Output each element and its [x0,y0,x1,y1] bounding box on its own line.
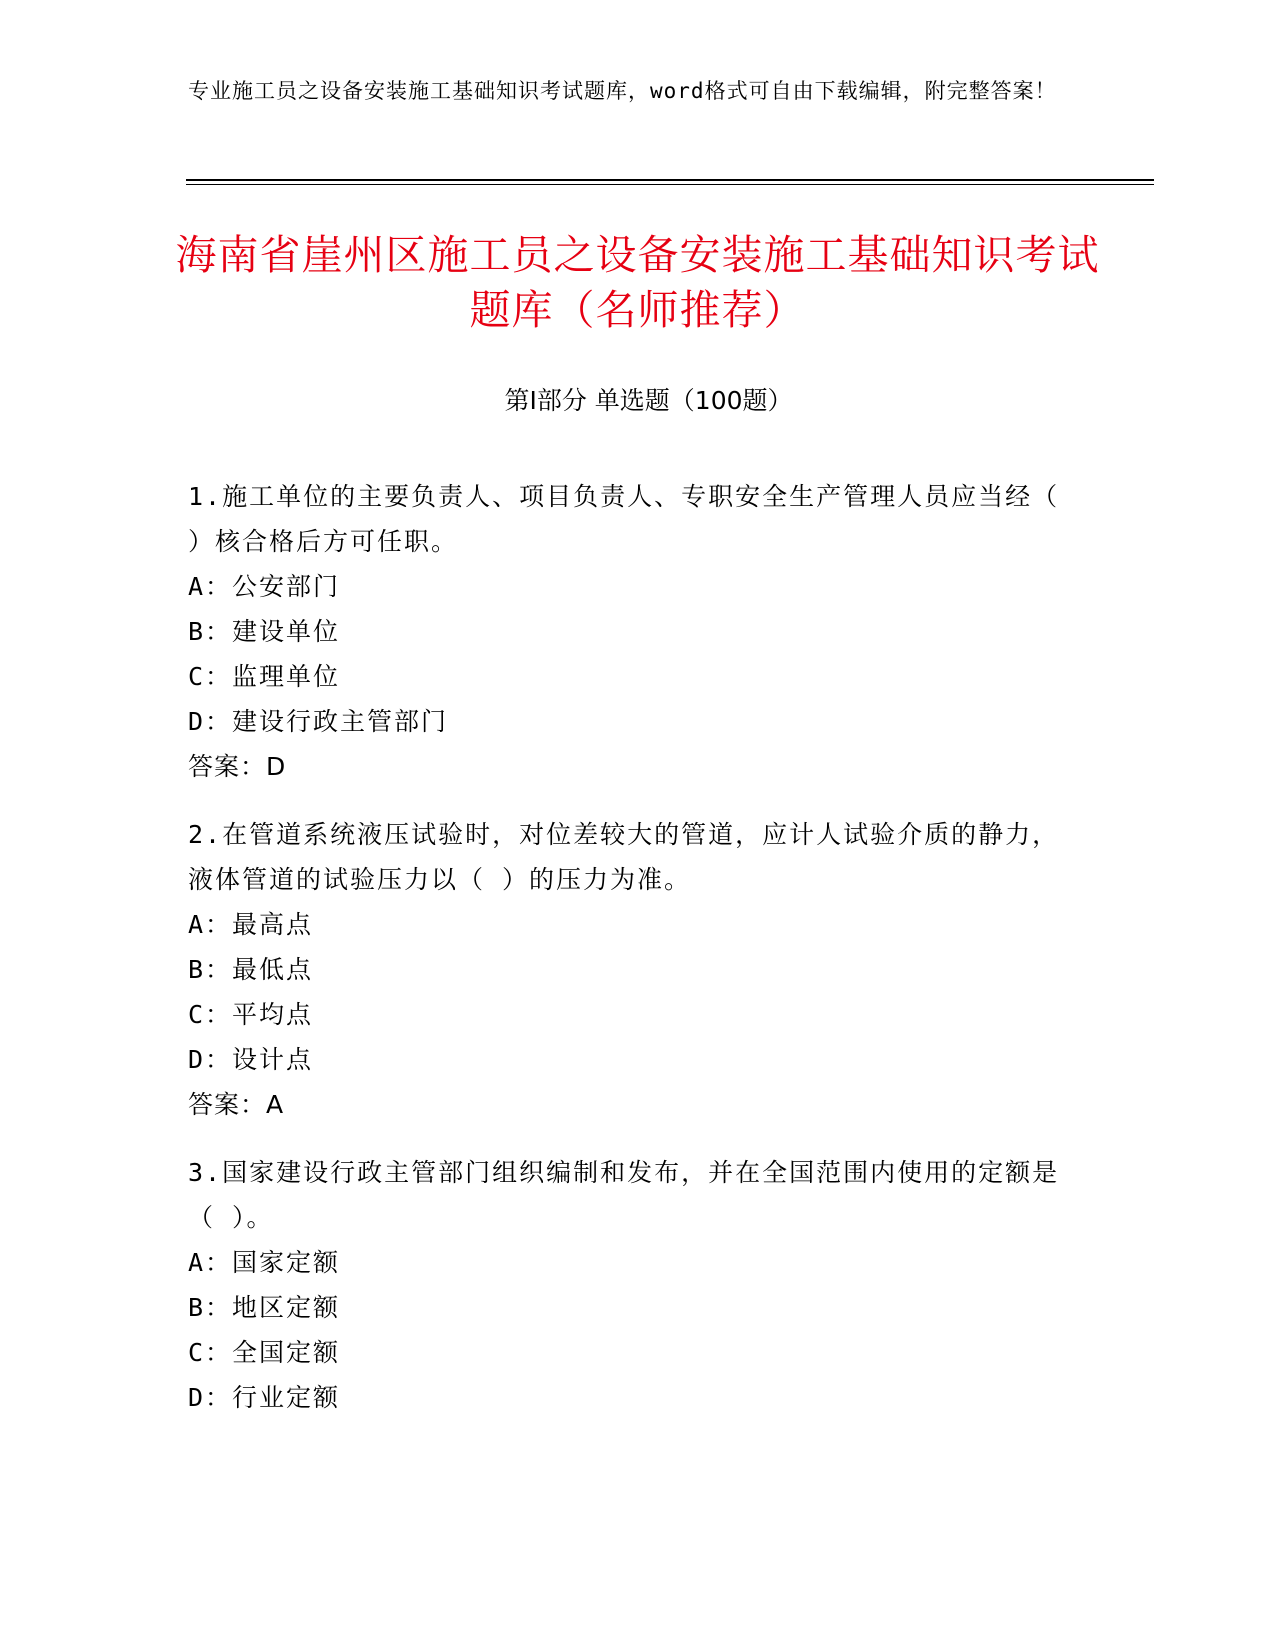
option-c: C：监理单位 [188,662,341,691]
question-list [188,474,1068,1443]
answer: 答案：A [188,1090,285,1119]
option-c: C：平均点 [188,1000,314,1029]
option-b: B：建设单位 [188,617,341,646]
option-d: D：建设行政主管部门 [188,707,449,736]
option-d: D：设计点 [188,1045,314,1074]
header-rule-thick [186,179,1154,181]
question-3 [188,1150,1068,1420]
option-a: A：公安部门 [188,572,341,601]
option-b: B：地区定额 [188,1293,341,1322]
option-a: A：国家定额 [188,1248,341,1277]
option-d: D：行业定额 [188,1383,341,1412]
document-title: 海南省崖州区施工员之设备安装施工基础知识考试题库（名师推荐） [175,231,1100,334]
question-text: 3.国家建设行政主管部门组织编制和发布，并在全国范围内使用的定额是（ ）。 [188,1158,1060,1232]
option-c: C：全国定额 [188,1338,341,1367]
question-text: 1.施工单位的主要负责人、项目负责人、专职安全生产管理人员应当经（ ）核合格后方可任职。 [188,482,1060,556]
section-title: 第Ⅰ部分 单选题（100题） [504,386,793,415]
question-text: 2.在管道系统液压试验时，对位差较大的管道，应计人试验介质的静力，液体管道的试验压力以（ ）的压力为准。 [188,820,1060,894]
option-a: A：最高点 [188,910,314,939]
option-b: B：最低点 [188,955,314,984]
question-1 [188,474,1068,789]
header-note: 专业施工员之设备安装施工基础知识考试题库，word格式可自由下载编辑，附完整答案！ [188,79,1057,103]
answer: 答案：D [188,752,287,781]
header-rule-thin [186,184,1154,185]
question-2 [188,812,1068,1127]
